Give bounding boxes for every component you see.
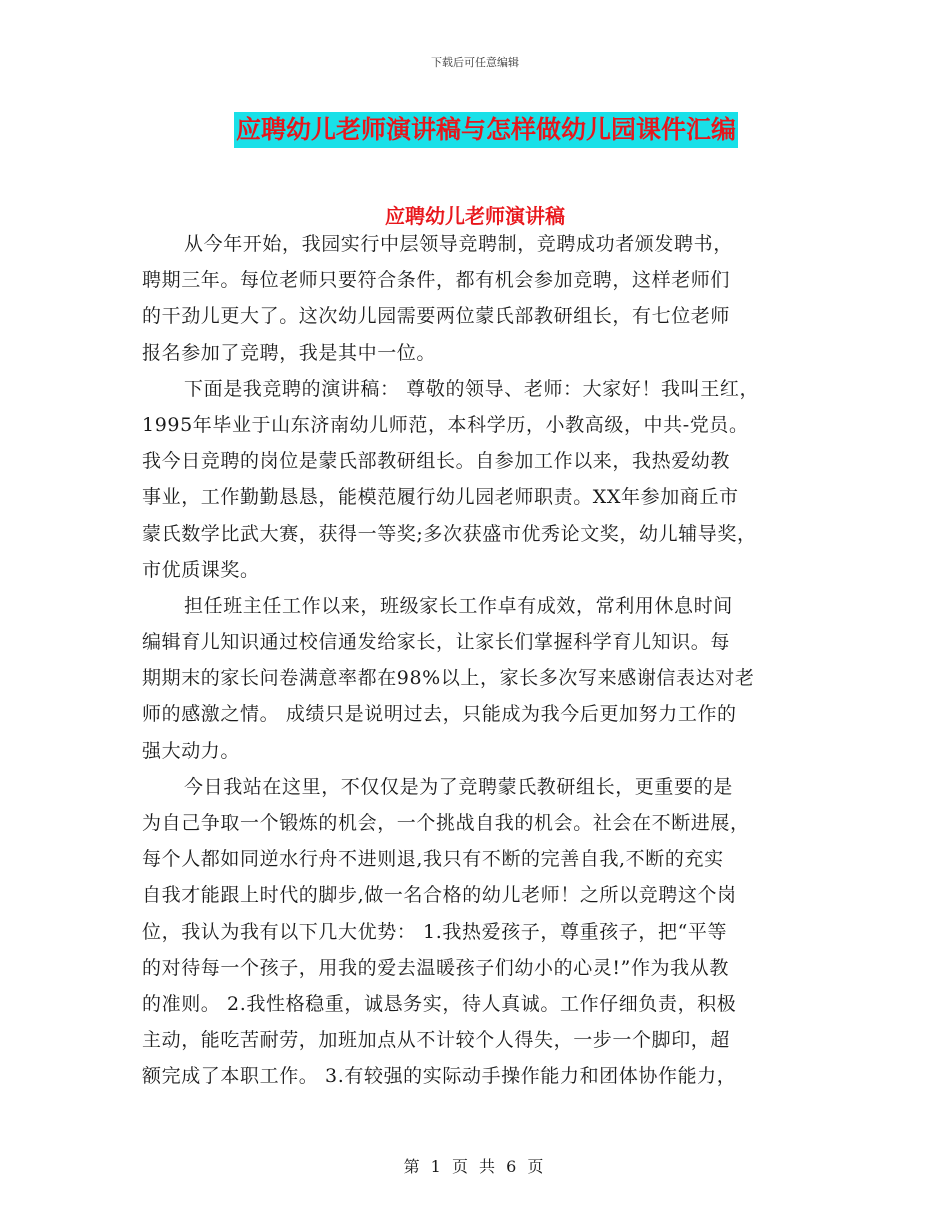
paragraph-line: 我今日竞聘的岗位是蒙氏部教研组长。自参加工作以来，我热爱幼教 bbox=[142, 450, 731, 473]
paragraph-line: 蒙氏数学比武大赛，获得一等奖;多次获盛市优秀论文奖，幼儿辅导奖， bbox=[142, 522, 757, 545]
body-text bbox=[142, 226, 822, 1095]
paragraph-line: 师的感激之情。 成绩只是说明过去，只能成为我今后更加努力工作的 bbox=[142, 703, 737, 726]
paragraph-line: 位，我认为我有以下几大优势： 1.我热爱孩子，尊重孩子，把“平等 bbox=[142, 920, 728, 943]
paragraph-line: 担任班主任工作以来，班级家长工作卓有成效，常利用休息时间 bbox=[184, 594, 733, 617]
paragraph-line: 主动，能吃苦耐劳，加班加点从不计较个人得失，一步一个脚印，超 bbox=[142, 1029, 731, 1052]
header-note: 下载后可任意编辑 bbox=[431, 56, 519, 69]
paragraph-line: 市优质课奖。 bbox=[142, 558, 260, 581]
paragraph-line: 的对待每一个孩子，用我的爱去温暖孩子们幼小的心灵!”作为我从教 bbox=[142, 956, 729, 979]
paragraph-line: 的干劲儿更大了。这次幼儿园需要两位蒙氏部教研组长，有七位老师 bbox=[142, 305, 731, 328]
paragraph-line: 的准则。 2.我性格稳重，诚恳务实，待人真诚。工作仔细负责，积极 bbox=[142, 992, 737, 1015]
document-title: 应聘幼儿老师演讲稿与怎样做幼儿园课件汇编 bbox=[234, 112, 738, 148]
section-title: 应聘幼儿老师演讲稿 bbox=[385, 204, 565, 228]
paragraph-line: 为自己争取一个锻炼的机会，一个挑战自我的机会。社会在不断进展， bbox=[142, 812, 750, 834]
paragraph-line: 每个人都如同逆水行舟不进则退,我只有不断的完善自我,不断的充实 bbox=[142, 848, 724, 871]
paragraph-line: 报名参加了竞聘，我是其中一位。 bbox=[142, 341, 437, 364]
paragraph-line: 额完成了本职工作。 3.有较强的实际动手操作能力和团体协作能力， bbox=[142, 1065, 737, 1088]
page-footer: 第 1 页 共 6 页 bbox=[403, 1157, 547, 1176]
paragraph-line: 期期末的家长问卷满意率都在98%以上，家长多次写来感谢信表达对老 bbox=[142, 667, 755, 690]
paragraph-line: 自我才能跟上时代的脚步,做一名合格的幼儿老师！之所以竞聘这个岗 bbox=[142, 884, 737, 907]
paragraph-line: 强大动力。 bbox=[142, 739, 241, 762]
paragraph-line: 从今年开始，我园实行中层领导竞聘制，竞聘成功者颁发聘书， bbox=[184, 233, 733, 255]
paragraph-line: 聘期三年。每位老师只要符合条件，都有机会参加竞聘，这样老师们 bbox=[142, 269, 731, 292]
paragraph-line: 下面是我竞聘的演讲稿： 尊敬的领导、老师：大家好！我叫王红， bbox=[184, 377, 760, 400]
paragraph-line: 编辑育儿知识通过校信通发给家长，让家长们掌握科学育儿知识。每 bbox=[142, 631, 731, 654]
paragraph-line: 1995年毕业于山东济南幼儿师范，本科学历，小教高级，中共-党员。 bbox=[142, 413, 749, 436]
paragraph-line: 事业，工作勤勤恳恳，能模范履行幼儿园老师职责。XX年参加商丘市 bbox=[142, 486, 739, 509]
paragraph-line: 今日我站在这里，不仅仅是为了竞聘蒙氏教研组长，更重要的是 bbox=[184, 775, 733, 798]
